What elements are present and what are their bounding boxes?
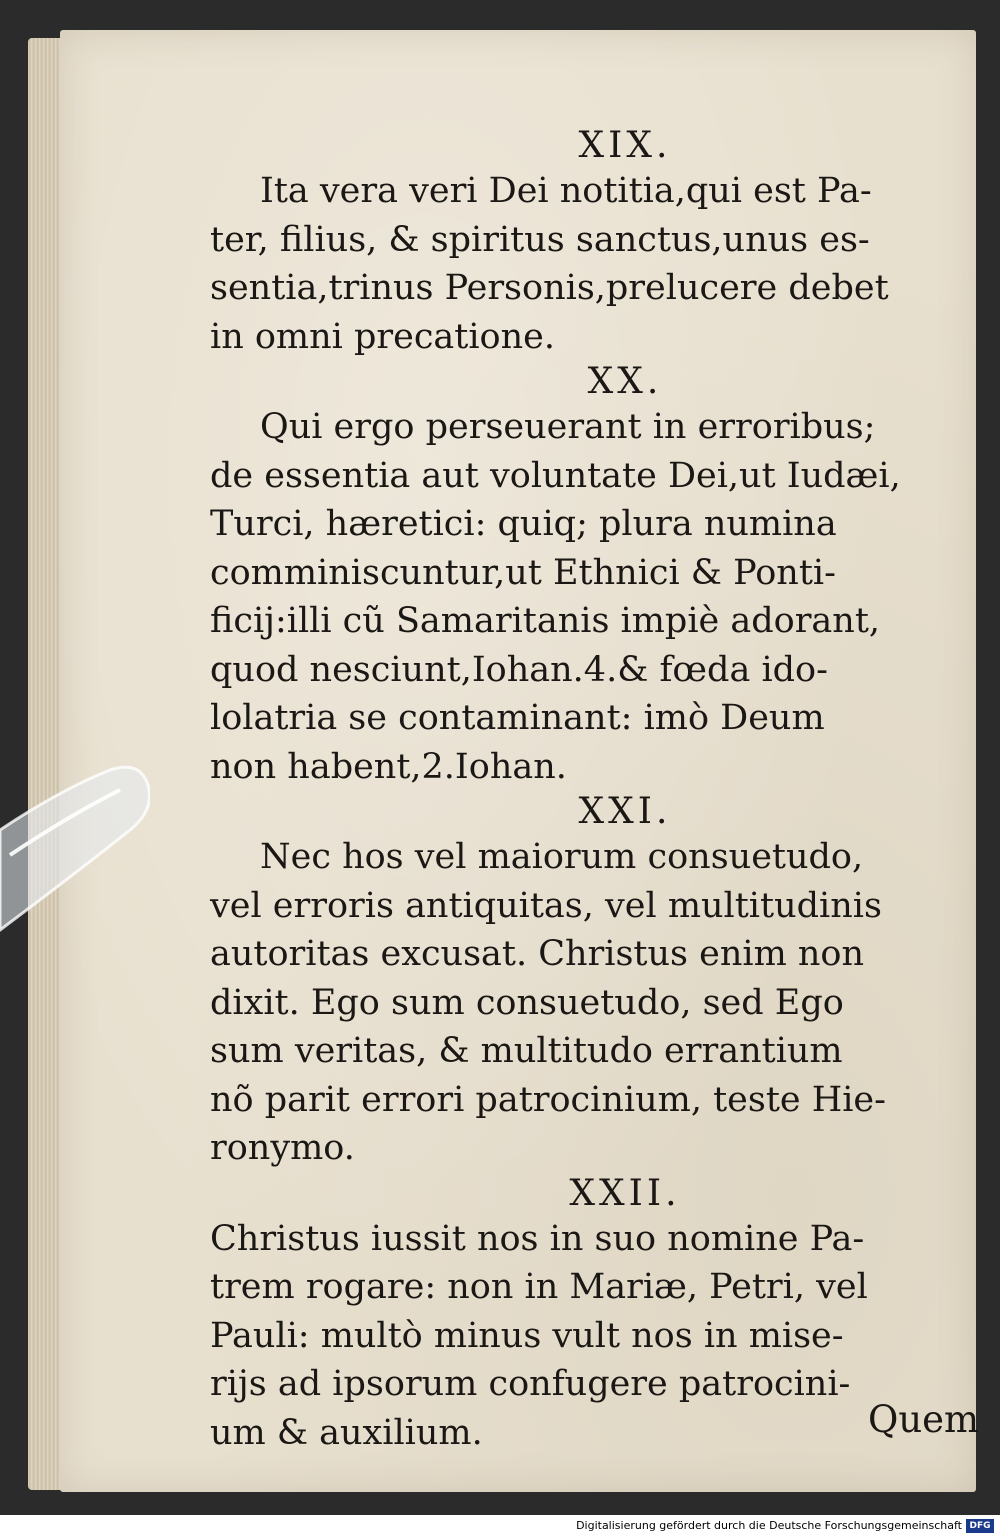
section-number-xix: XIX. <box>578 125 672 166</box>
section-text-xix: Ita vera veri Dei notitia,qui est Pa- ter, filius, & spiritus sanctus,unus es- sentia,trinus Personis,prelucere debet in omni precatione. <box>210 171 889 357</box>
footer-bar <box>0 1515 1000 1538</box>
dfg-logo: DFG <box>966 1519 994 1533</box>
section-text-xx: Qui ergo perseuerant in erroribus; de essentia aut voluntate Dei,ut Iudæi, Turci, hæretici: quiq; plura numina comminiscuntur,ut Ethnici & Ponti- ficij:illi cũ Samaritanis impiè adorant, quod nesciunt,Iohan.4.& fœda ido- lolatria se contaminant: imò Deum non habent,2.Iohan. <box>210 407 901 787</box>
section-text-xxii: Christus iussit nos in suo nomine Pa- trem rogare: non in Mariæ, Petri, vel Pauli: multò minus vult nos in mise- rijs ad ipsorum confugere patrocini- um & auxilium. <box>210 1218 868 1453</box>
catchword: Quem <box>868 1398 980 1441</box>
section-text-xxi: Nec hos vel maiorum consuetudo, vel erroris antiquitas, vel multitudinis autoritas excusat. Christus enim non dixit. Ego sum consuetudo, sed Ego sum veritas, & multitudo errantium nõ parit errori patrocinium, teste Hie- ronymo. <box>210 837 886 1168</box>
book-page <box>60 30 980 1492</box>
funding-credit: Digitalisierung gefördert durch die Deutsche Forschungsgemeinschaft <box>576 1519 962 1532</box>
section-number-xxi: XXI. <box>578 791 672 832</box>
page-text-block <box>210 125 980 1457</box>
section-number-xxii: XXII. <box>569 1172 681 1214</box>
section-number-xx: XX. <box>587 361 663 402</box>
